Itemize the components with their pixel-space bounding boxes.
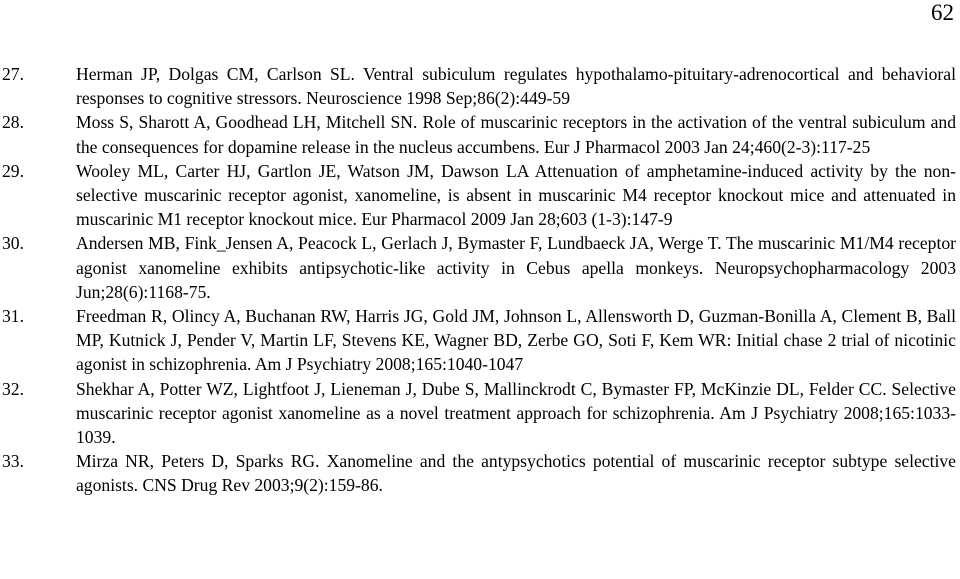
reference-number: 27. [2, 64, 24, 84]
reference-text: Wooley ML, Carter HJ, Gartlon JE, Watson JM, Dawson LA Attenuation of amphetamine-induced activity by the non-selective muscarinic receptor agonist, xanomeline, is absent in muscarinic M4 receptor knockout mice and attenuated in muscarinic M1 receptor knockout mice. Eur Pharmacol 2009 Jan 28;603 (1-3):147-9 [76, 160, 956, 230]
reference-text: Herman JP, Dolgas CM, Carlson SL. Ventral subiculum regulates hypothalamo-pituitary-adrenocortical and behavioral responses to cognitive stressors. Neuroscience 1998 Sep;86(2):449-59 [76, 64, 956, 109]
reference-number: 30. [2, 233, 24, 254]
reference-number: 31. [2, 306, 24, 327]
reference-item [0, 62, 956, 110]
reference-number: 32. [2, 378, 24, 399]
reference-list [0, 62, 956, 498]
reference-item [0, 377, 956, 450]
reference-number: 33. [2, 451, 24, 472]
reference-item [0, 159, 956, 232]
reference-number: 28. [2, 112, 24, 133]
reference-text: Freedman R, Olincy A, Buchanan RW, Harris JG, Gold JM, Johnson L, Allensworth D, Guzman-Bonilla A, Clement B, Ball MP, Kutnick J, Pender V, Martin LF, Stevens KE, Wagner BD, Zerbe GO, Soti F, Kem WR: Initial chase 2 trial of nicotinic agonist in schizophrenia. Am J Psychiatry 2008;165:1040-1047 [76, 306, 956, 375]
reference-text: Mirza NR, Peters D, Sparks RG. Xanomeline and the antypsychotics potential of muscarinic receptor subtype selective agonists. CNS Drug Rev 2003;9(2):159-86. [76, 451, 956, 496]
reference-item [0, 110, 956, 158]
reference-item [0, 449, 956, 497]
page-number: 62 [931, 0, 954, 25]
reference-item [0, 304, 956, 377]
reference-text: Andersen MB, Fink_Jensen A, Peacock L, Gerlach J, Bymaster F, Lundbaeck JA, Werge T. The muscarinic M1/M4 receptor agonist xanomeline exhibits antipsychotic-like activity in Cebus apella monkeys. Neuropsychopharmacology 2003 Jun;28(6):1168-75. [76, 233, 956, 302]
reference-number: 29. [2, 160, 24, 181]
reference-item [0, 231, 956, 304]
reference-text: Moss S, Sharott A, Goodhead LH, Mitchell SN. Role of muscarinic receptors in the activation of the ventral subiculum and the consequences for dopamine release in the nucleus accumbens. Eur J Pharmacol 2003 Jan 24;460(2-3):117-25 [76, 112, 956, 157]
reference-text: Shekhar A, Potter WZ, Lightfoot J, Lieneman J, Dube S, Mallinckrodt C, Bymaster FP, McKinzie DL, Felder CC. Selective muscarinic receptor agonist xanomeline as a novel treatment approach for schizophrenia. Am J Psychiatry 2008;165:1033-1039. [76, 378, 956, 448]
